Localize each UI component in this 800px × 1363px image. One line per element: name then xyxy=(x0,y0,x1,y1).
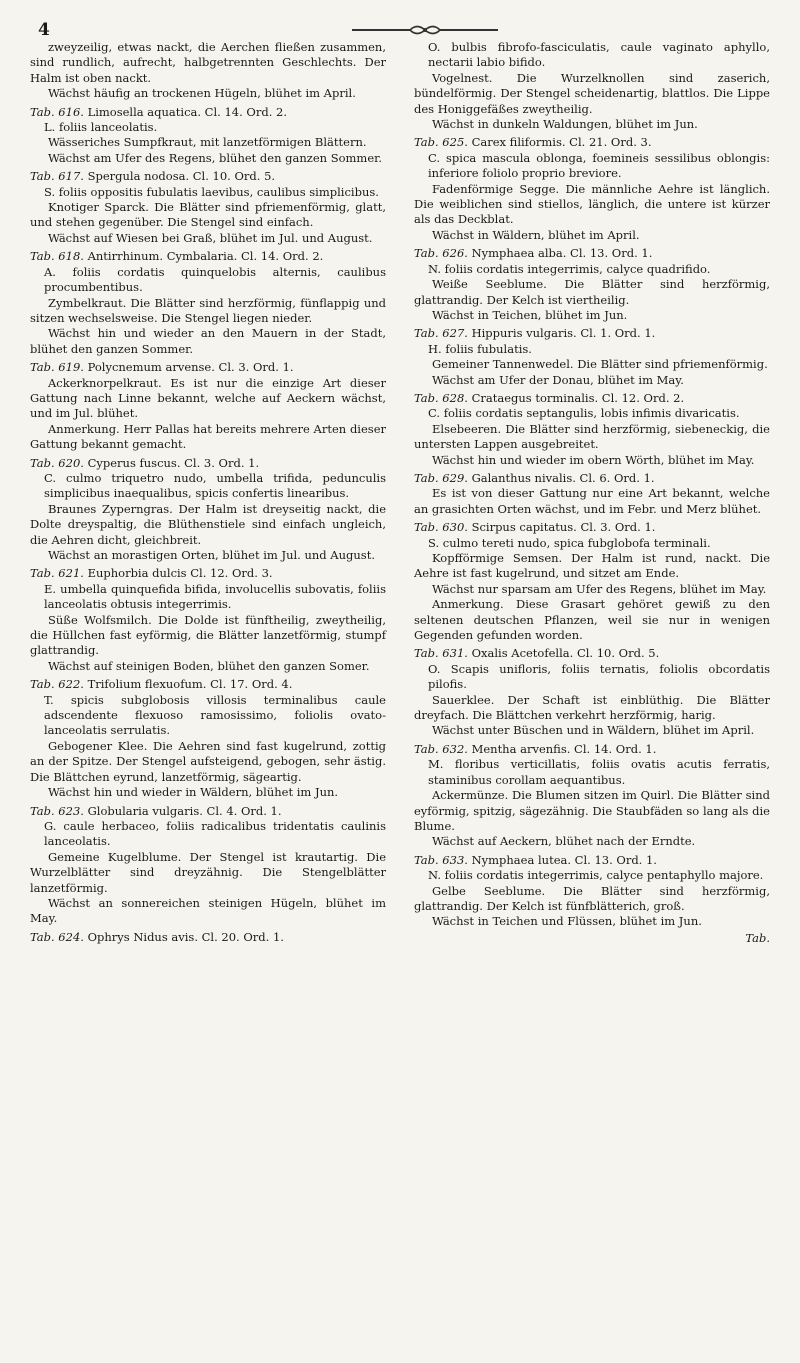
species-name: Hippuris vulgaris. Cl. 1. Ord. 1. xyxy=(471,326,656,341)
description-paragraph: Wächst hin und wieder an den Mauern in der Stadt, blühet den ganzen Sommer. xyxy=(30,326,386,356)
latin-diagnosis: T. spicis subglobosis villosis terminalibus caule adscendente flexuoso ramosissimo, foliolis ovato-lanceolatis serrulatis. xyxy=(44,692,386,738)
latin-diagnosis: A. foliis cordatis quinquelobis alternis, caulibus procumbentibus. xyxy=(44,264,386,295)
entry-heading xyxy=(414,520,770,535)
species-name: Antirrhinum. Cymbalaria. Cl. 14. Ord. 2. xyxy=(87,249,324,264)
catchword: Tab. xyxy=(745,930,770,945)
description-paragraph: Weiße Seeblume. Die Blätter sind herzförmig, glattrandig. Der Kelch ist viertheilig. xyxy=(414,277,770,307)
description-paragraph: Wächst auf Wiesen bei Graß, blühet im Jul. und August. xyxy=(48,230,373,245)
plate-number: Tab. 617. xyxy=(30,169,84,184)
description-paragraph: Wächst hin und wieder im obern Wörth, blühet im May. xyxy=(432,452,755,467)
plate-number: Tab. 621. xyxy=(30,566,84,581)
description-paragraph: Wächst in Wäldern, blühet im April. xyxy=(432,227,640,242)
plate-number: Tab. 624. xyxy=(30,929,84,944)
left-column xyxy=(30,40,386,945)
description-paragraph: Wächst an sonnereichen steinigen Hügeln, blühet im May. xyxy=(30,895,386,926)
description-paragraph: Wächst nur sparsam am Ufer des Regens, blühet im May. xyxy=(432,581,767,596)
description-paragraph: Wächst in Teichen und Flüssen, blühet im Jun. xyxy=(432,914,702,929)
latin-diagnosis: S. foliis oppositis fubulatis laevibus, caulibus simplicibus. xyxy=(44,184,379,199)
description-paragraph: Anmerkung. Diese Grasart gehöret gewiß zu den seltenen deutschen Pflanzen, weil sie nur in wenigen Gegenden gefunden worden. xyxy=(414,597,770,643)
species-name: Globularia vulgaris. Cl. 4. Ord. 1. xyxy=(87,803,282,818)
entry-heading xyxy=(30,249,386,264)
species-name: Oxalis Acetofella. Cl. 10. Ord. 5. xyxy=(471,646,660,661)
latin-diagnosis: M. floribus verticillatis, foliis ovatis acutis ferratis, staminibus corollam aequantibus. xyxy=(428,757,770,787)
plate-number: Tab. 627. xyxy=(414,326,468,341)
description-paragraph: Kopfförmige Semsen. Der Halm ist rund, nackt. Die Aehre ist fast kugelrund, und sitzet am Ende. xyxy=(414,551,770,581)
two-columns xyxy=(30,40,770,946)
description-paragraph: Sauerklee. Der Schaft ist einblüthig. Die Blätter dreyfach. Die Blättchen verkehrt herzförmig, harig. xyxy=(414,692,770,723)
latin-diagnosis: L. foliis lanceolatis. xyxy=(44,120,158,135)
species-name: Crataegus torminalis. Cl. 12. Ord. 2. xyxy=(471,390,685,405)
plate-number: Tab. 631. xyxy=(414,646,468,661)
latin-diagnosis: H. foliis fubulatis. xyxy=(428,341,532,356)
entry-heading xyxy=(414,135,770,150)
entry-heading xyxy=(414,391,770,406)
latin-diagnosis: N. foliis cordatis integerrimis, calyce pentaphyllo majore. xyxy=(428,868,764,883)
species-name: Nymphaea lutea. Cl. 13. Ord. 1. xyxy=(471,852,657,867)
latin-diagnosis: S. culmo tereti nudo, spica fubglobofa terminali. xyxy=(428,535,711,550)
description-paragraph: Braunes Zyperngras. Der Halm ist dreyseitig nackt, die Dolte dreyspaltig, die Blüthenstiele sind einfach ungleich, die Aehren dicht, gleichbreit. xyxy=(30,501,386,547)
plate-number: Tab. 625. xyxy=(414,135,468,150)
latin-diagnosis: O. Scapis unifloris, foliis ternatis, foliolis obcordatis pilofis. xyxy=(428,661,770,692)
plate-number: Tab. 618. xyxy=(30,249,84,264)
species-name: Spergula nodosa. Cl. 10. Ord. 5. xyxy=(87,169,276,184)
entry-heading xyxy=(30,360,386,375)
page-number: 4 xyxy=(38,20,50,40)
latin-diagnosis: G. caule herbaceo, foliis radicalibus tridentatis caulinis lanceolatis. xyxy=(44,818,386,849)
entry-heading xyxy=(30,105,386,120)
description-paragraph: Gemeine Kugelblume. Der Stengel ist krautartig. Die Wurzelblätter sind dreyzähnig. Die Stengelblätter lanzetförmig. xyxy=(30,849,386,895)
page-header xyxy=(30,12,770,40)
description-paragraph: Wächst häufig an trockenen Hügeln, blühet im April. xyxy=(48,86,356,101)
plate-number: Tab. 632. xyxy=(414,741,468,756)
latin-diagnosis: C. spica mascula oblonga, foemineis sessilibus oblongis: inferiore foliolo proprio breviore. xyxy=(428,150,770,181)
entry-heading xyxy=(414,646,770,661)
description-paragraph: Wächst am Ufer des Regens, blühet den ganzen Sommer. xyxy=(48,150,383,165)
species-name: Carex filiformis. Cl. 21. Ord. 3. xyxy=(471,135,652,150)
species-name: Galanthus nivalis. Cl. 6. Ord. 1. xyxy=(471,470,655,485)
entry-heading xyxy=(30,677,386,692)
species-name: Limosella aquatica. Cl. 14. Ord. 2. xyxy=(87,104,287,119)
description-paragraph: Wächst am Ufer der Donau, blühet im May. xyxy=(432,372,684,387)
description-paragraph: Wächst unter Büschen und in Wäldern, blühet im April. xyxy=(432,723,755,738)
entry-heading xyxy=(30,169,386,184)
ornament-divider-icon xyxy=(350,22,500,38)
description-paragraph: Wächst auf steinigen Boden, blühet den ganzen Somer. xyxy=(48,658,370,673)
latin-diagnosis: N. foliis cordatis integerrimis, calyce quadrifido. xyxy=(428,261,711,276)
species-name: Euphorbia dulcis Cl. 12. Ord. 3. xyxy=(87,566,273,581)
entry-heading xyxy=(30,456,386,471)
plate-number: Tab. 628. xyxy=(414,390,468,405)
species-name: Mentha arvenfis. Cl. 14. Ord. 1. xyxy=(471,741,657,756)
description-paragraph: Elsebeeren. Die Blätter sind herzförmig, siebeneckig, die untersten Lappen ausgebreitet. xyxy=(414,421,770,452)
right-column xyxy=(414,40,770,946)
plate-number: Tab. 622. xyxy=(30,677,84,692)
species-name: Nymphaea alba. Cl. 13. Ord. 1. xyxy=(471,246,653,261)
entry-heading xyxy=(30,804,386,819)
description-paragraph: Gemeiner Tannenwedel. Die Blätter sind pfriemenförmig. xyxy=(432,357,768,372)
description-paragraph: Es ist von dieser Gattung nur eine Art bekannt, welche an grasichten Orten wächst, und im Febr. und Merz blühet. xyxy=(414,486,770,516)
plate-number: Tab. 619. xyxy=(30,360,84,375)
description-paragraph: zweyzeilig, etwas nackt, die Aerchen fließen zusammen, sind rundlich, aufrecht, halbgetrennten Geschlechts. Der Halm ist oben nackt. xyxy=(30,40,386,85)
description-paragraph: Wächst an morastigen Orten, blühet im Jul. und August. xyxy=(48,548,375,562)
species-name: Trifolium flexuofum. Cl. 17. Ord. 4. xyxy=(87,677,293,692)
species-name: Ophrys Nidus avis. Cl. 20. Ord. 1. xyxy=(87,929,284,944)
latin-diagnosis: E. umbella quinquefida bifida, involucellis subovatis, foliis lanceolatis obtusis integerrimis. xyxy=(44,581,386,612)
species-name: Scirpus capitatus. Cl. 3. Ord. 1. xyxy=(471,520,656,535)
entry-heading xyxy=(30,566,386,581)
description-paragraph: Gelbe Seeblume. Die Blätter sind herzförmig, glattrandig. Der Kelch ist fünfblätterich, groß. xyxy=(414,883,770,913)
plate-number: Tab. 616. xyxy=(30,104,84,119)
latin-diagnosis: C. culmo triquetro nudo, umbella trifida, pedunculis simplicibus inaequalibus, spicis confertis linearibus. xyxy=(44,470,386,501)
description-paragraph: Ackerknorpelkraut. Es ist nur die einzige Art dieser Gattung nach Linne bekannt, welche auf Aeckern wächst, und im Jul. blühet. xyxy=(30,375,386,421)
plate-number: Tab. 633. xyxy=(414,852,468,867)
description-paragraph: Vogelnest. Die Wurzelknollen sind zaserich, bündelförmig. Der Stengel scheidenartig, blattlos. Die Lippe des Honiggefäßes zweytheilig. xyxy=(414,70,770,116)
description-paragraph: Süße Wolfsmilch. Die Dolde ist fünftheilig, zweytheilig, die Hüllchen fast eyförmig, die Blätter lanzetförmig, stumpf glattrandig. xyxy=(30,612,386,658)
description-paragraph: Gebogener Klee. Die Aehren sind fast kugelrund, zottig an der Spitze. Der Stengel aufsteigend, gebogen, sehr ästig. Die Blättchen eyrund, lanzetförmig, sägeartig. xyxy=(30,738,386,784)
plate-number: Tab. 630. xyxy=(414,520,468,535)
entry-heading xyxy=(414,853,770,868)
description-paragraph: Fadenförmige Segge. Die männliche Aehre ist länglich. Die weiblichen sind stiellos, länglich, die untere ist kürzer als das Deckblat. xyxy=(414,181,770,227)
description-paragraph: Zymbelkraut. Die Blätter sind herzförmig, fünflappig und sitzen wechselsweise. Die Stengel liegen nieder. xyxy=(30,295,386,325)
entry-heading xyxy=(414,246,770,261)
description-paragraph: Wächst in Teichen, blühet im Jun. xyxy=(432,307,628,322)
description-paragraph: Knotiger Sparck. Die Blätter sind pfriemenförmig, glatt, und stehen gegenüber. Die Stengel sind einfach. xyxy=(30,200,386,230)
latin-diagnosis: C. foliis cordatis septangulis, lobis infimis divaricatis. xyxy=(428,406,740,421)
description-paragraph: Anmerkung. Herr Pallas hat bereits mehrere Arten dieser Gattung bekannt gemacht. xyxy=(30,421,386,452)
entry-heading xyxy=(414,326,770,341)
plate-number: Tab. 623. xyxy=(30,803,84,818)
description-paragraph: Ackermünze. Die Blumen sitzen im Quirl. Die Blätter sind eyförmig, spitzig, sägezähnig. Die Staubfäden so lang als die Blume. xyxy=(414,788,770,833)
plate-number: Tab. 626. xyxy=(414,246,468,261)
description-paragraph: Wächst in dunkeln Waldungen, blühet im Jun. xyxy=(432,117,698,132)
description-paragraph: Wässeriches Sumpfkraut, mit lanzetförmigen Blättern. xyxy=(48,135,367,150)
plate-number: Tab. 629. xyxy=(414,470,468,485)
description-paragraph: Wächst hin und wieder in Wäldern, blühet im Jun. xyxy=(48,785,339,800)
latin-diagnosis: O. bulbis fibrofo-fasciculatis, caule vaginato aphyllo, nectarii labio bifido. xyxy=(428,40,770,70)
species-name: Polycnemum arvense. Cl. 3. Ord. 1. xyxy=(87,360,294,375)
entry-heading xyxy=(30,930,386,945)
entry-heading xyxy=(414,742,770,757)
entry-heading xyxy=(414,471,770,486)
description-paragraph: Wächst auf Aeckern, blühet nach der Erndte. xyxy=(432,834,696,849)
species-name: Cyperus fuscus. Cl. 3. Ord. 1. xyxy=(87,455,260,470)
plate-number: Tab. 620. xyxy=(30,455,84,470)
